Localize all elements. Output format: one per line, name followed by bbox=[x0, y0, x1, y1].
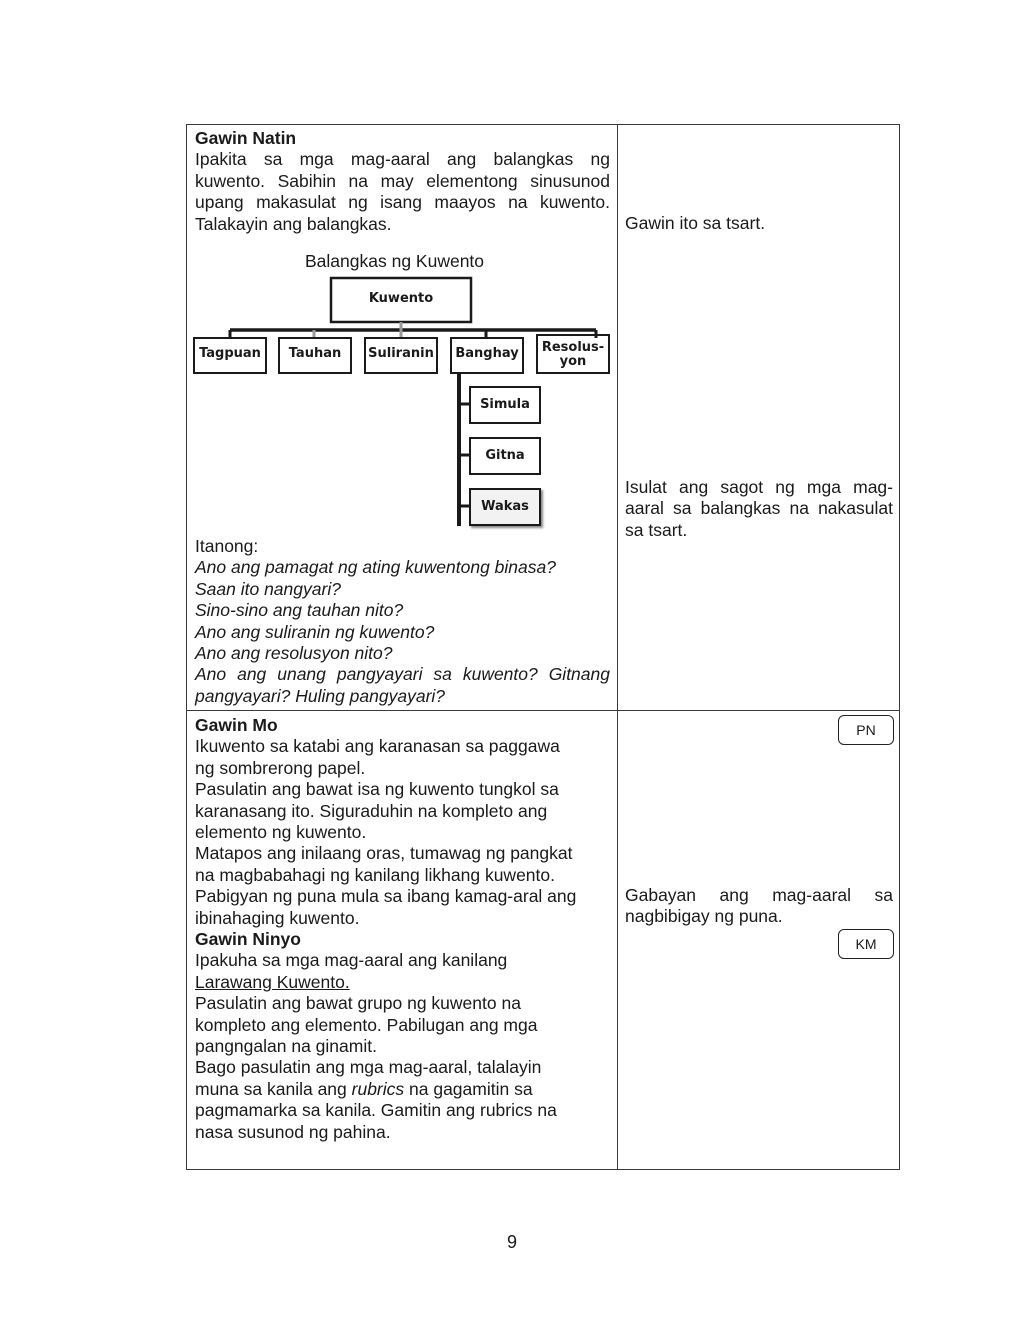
instruction-line: Pasulatin ang bawat grupo ng kuwento na bbox=[195, 993, 521, 1014]
rubrics-post: na gagamitin sa bbox=[404, 1078, 533, 1099]
story-outline-diagram bbox=[190, 272, 612, 534]
answer-note bbox=[625, 477, 893, 541]
resolusyon-label-line2: yon bbox=[559, 354, 587, 369]
instruction-line: Pabigyan ng puna mula sa ibang kamag-aral ang bbox=[195, 886, 577, 907]
instruction-line: nasa susunod ng pahina. bbox=[195, 1121, 391, 1142]
question-item: Saan ito nangyari? bbox=[195, 578, 341, 599]
pn-badge: PN bbox=[838, 715, 894, 745]
intro-line: Talakayin ang balangkas. bbox=[195, 213, 392, 234]
section-heading: Gawin Natin bbox=[195, 128, 297, 148]
intro-line: upang makasulat ng isang maayos na kuwento. bbox=[195, 192, 610, 213]
instruction-line: na magbabahagi ng kanilang likhang kuwento. bbox=[195, 864, 555, 885]
instruction-line: Bago pasulatin ang mga mag-aaral, talalayin bbox=[195, 1057, 542, 1078]
questions-section bbox=[195, 536, 610, 707]
column-divider bbox=[617, 125, 618, 1169]
instruction-line: pangngalan na ginamit. bbox=[195, 1036, 377, 1057]
instruction-line: kompleto ang elemento. Pabilugan ang mga bbox=[195, 1014, 538, 1035]
guide-line: Gabayan ang mag-aaral sa bbox=[625, 885, 893, 905]
instruction-line: Matapos ang inilaang oras, tumawag ng pangkat bbox=[195, 843, 573, 864]
underlined-title: Larawang Kuwento. bbox=[195, 971, 350, 992]
question-item: Ano ang unang pangyayari sa kuwento? Gitnang bbox=[195, 664, 610, 685]
km-badge: KM bbox=[838, 929, 894, 959]
kuwento-label: Kuwento bbox=[368, 291, 434, 306]
rubrics-line bbox=[195, 1079, 610, 1100]
intro-line: kuwento. Sabihin na may elementong sinusunod bbox=[195, 170, 610, 191]
tauhan-label: Tauhan bbox=[288, 346, 342, 361]
question-item: Ano ang pamagat ng ating kuwentong binasa? bbox=[195, 557, 556, 578]
row-divider bbox=[187, 710, 899, 711]
question-item: Sino-sino ang tauhan nito? bbox=[195, 600, 404, 621]
guide-line: nagbibigay ng puna. bbox=[625, 906, 783, 927]
instruction-line: Pasulatin ang bawat isa ng kuwento tungkol sa bbox=[195, 779, 559, 800]
banghay-label: Banghay bbox=[455, 346, 519, 361]
instruction-line: pagmamarka sa kanila. Gamitin ang rubrics na bbox=[195, 1100, 557, 1121]
section-heading: Gawin Mo bbox=[195, 715, 278, 735]
resolusyon-label-line1: Resolus- bbox=[541, 340, 605, 355]
answer-note-line: aaral sa balangkas na nakasulat bbox=[625, 498, 893, 519]
gitna-label: Gitna bbox=[485, 448, 525, 463]
question-item: Ano ang suliranin ng kuwento? bbox=[195, 621, 435, 642]
wakas-label: Wakas bbox=[481, 499, 529, 514]
question-item: pangyayari? Huling pangyayari? bbox=[195, 685, 446, 706]
rubrics-word: rubrics bbox=[351, 1078, 405, 1099]
instruction-line: ng sombrerong papel. bbox=[195, 757, 366, 778]
simula-label: Simula bbox=[480, 397, 530, 412]
rubrics-pre: muna sa kanila ang bbox=[195, 1078, 352, 1099]
suliranin-label: Suliranin bbox=[368, 346, 434, 361]
question-item: Ano ang resolusyon nito? bbox=[195, 643, 393, 664]
gawin-ninyo-section bbox=[195, 929, 610, 1143]
diagram-caption: Balangkas ng Kuwento bbox=[305, 251, 485, 271]
gawin-natin-section bbox=[195, 128, 610, 235]
questions-label: Itanong: bbox=[195, 536, 259, 556]
instruction-line: karanasang ito. Siguraduhin na kompleto ang bbox=[195, 800, 548, 821]
answer-note-line: Isulat ang sagot ng mga mag- bbox=[625, 477, 893, 497]
instruction-line: ibinahaging kuwento. bbox=[195, 907, 360, 928]
instruction-line: elemento ng kuwento. bbox=[195, 822, 367, 843]
answer-note-line: sa tsart. bbox=[625, 519, 688, 540]
guide-note bbox=[625, 885, 893, 928]
tagpuan-label: Tagpuan bbox=[199, 346, 261, 361]
page-number: 9 bbox=[506, 1232, 517, 1252]
instruction-line: Ipakuha sa mga mag-aaral ang kanilang bbox=[195, 950, 508, 971]
instruction-line: Ikuwento sa katabi ang karanasan sa paggawa bbox=[195, 736, 560, 757]
intro-line: Ipakita sa mga mag-aaral ang balangkas ng bbox=[195, 149, 610, 170]
chart-note: Gawin ito sa tsart. bbox=[625, 213, 766, 233]
gawin-mo-section bbox=[195, 715, 610, 929]
section-heading: Gawin Ninyo bbox=[195, 929, 301, 949]
